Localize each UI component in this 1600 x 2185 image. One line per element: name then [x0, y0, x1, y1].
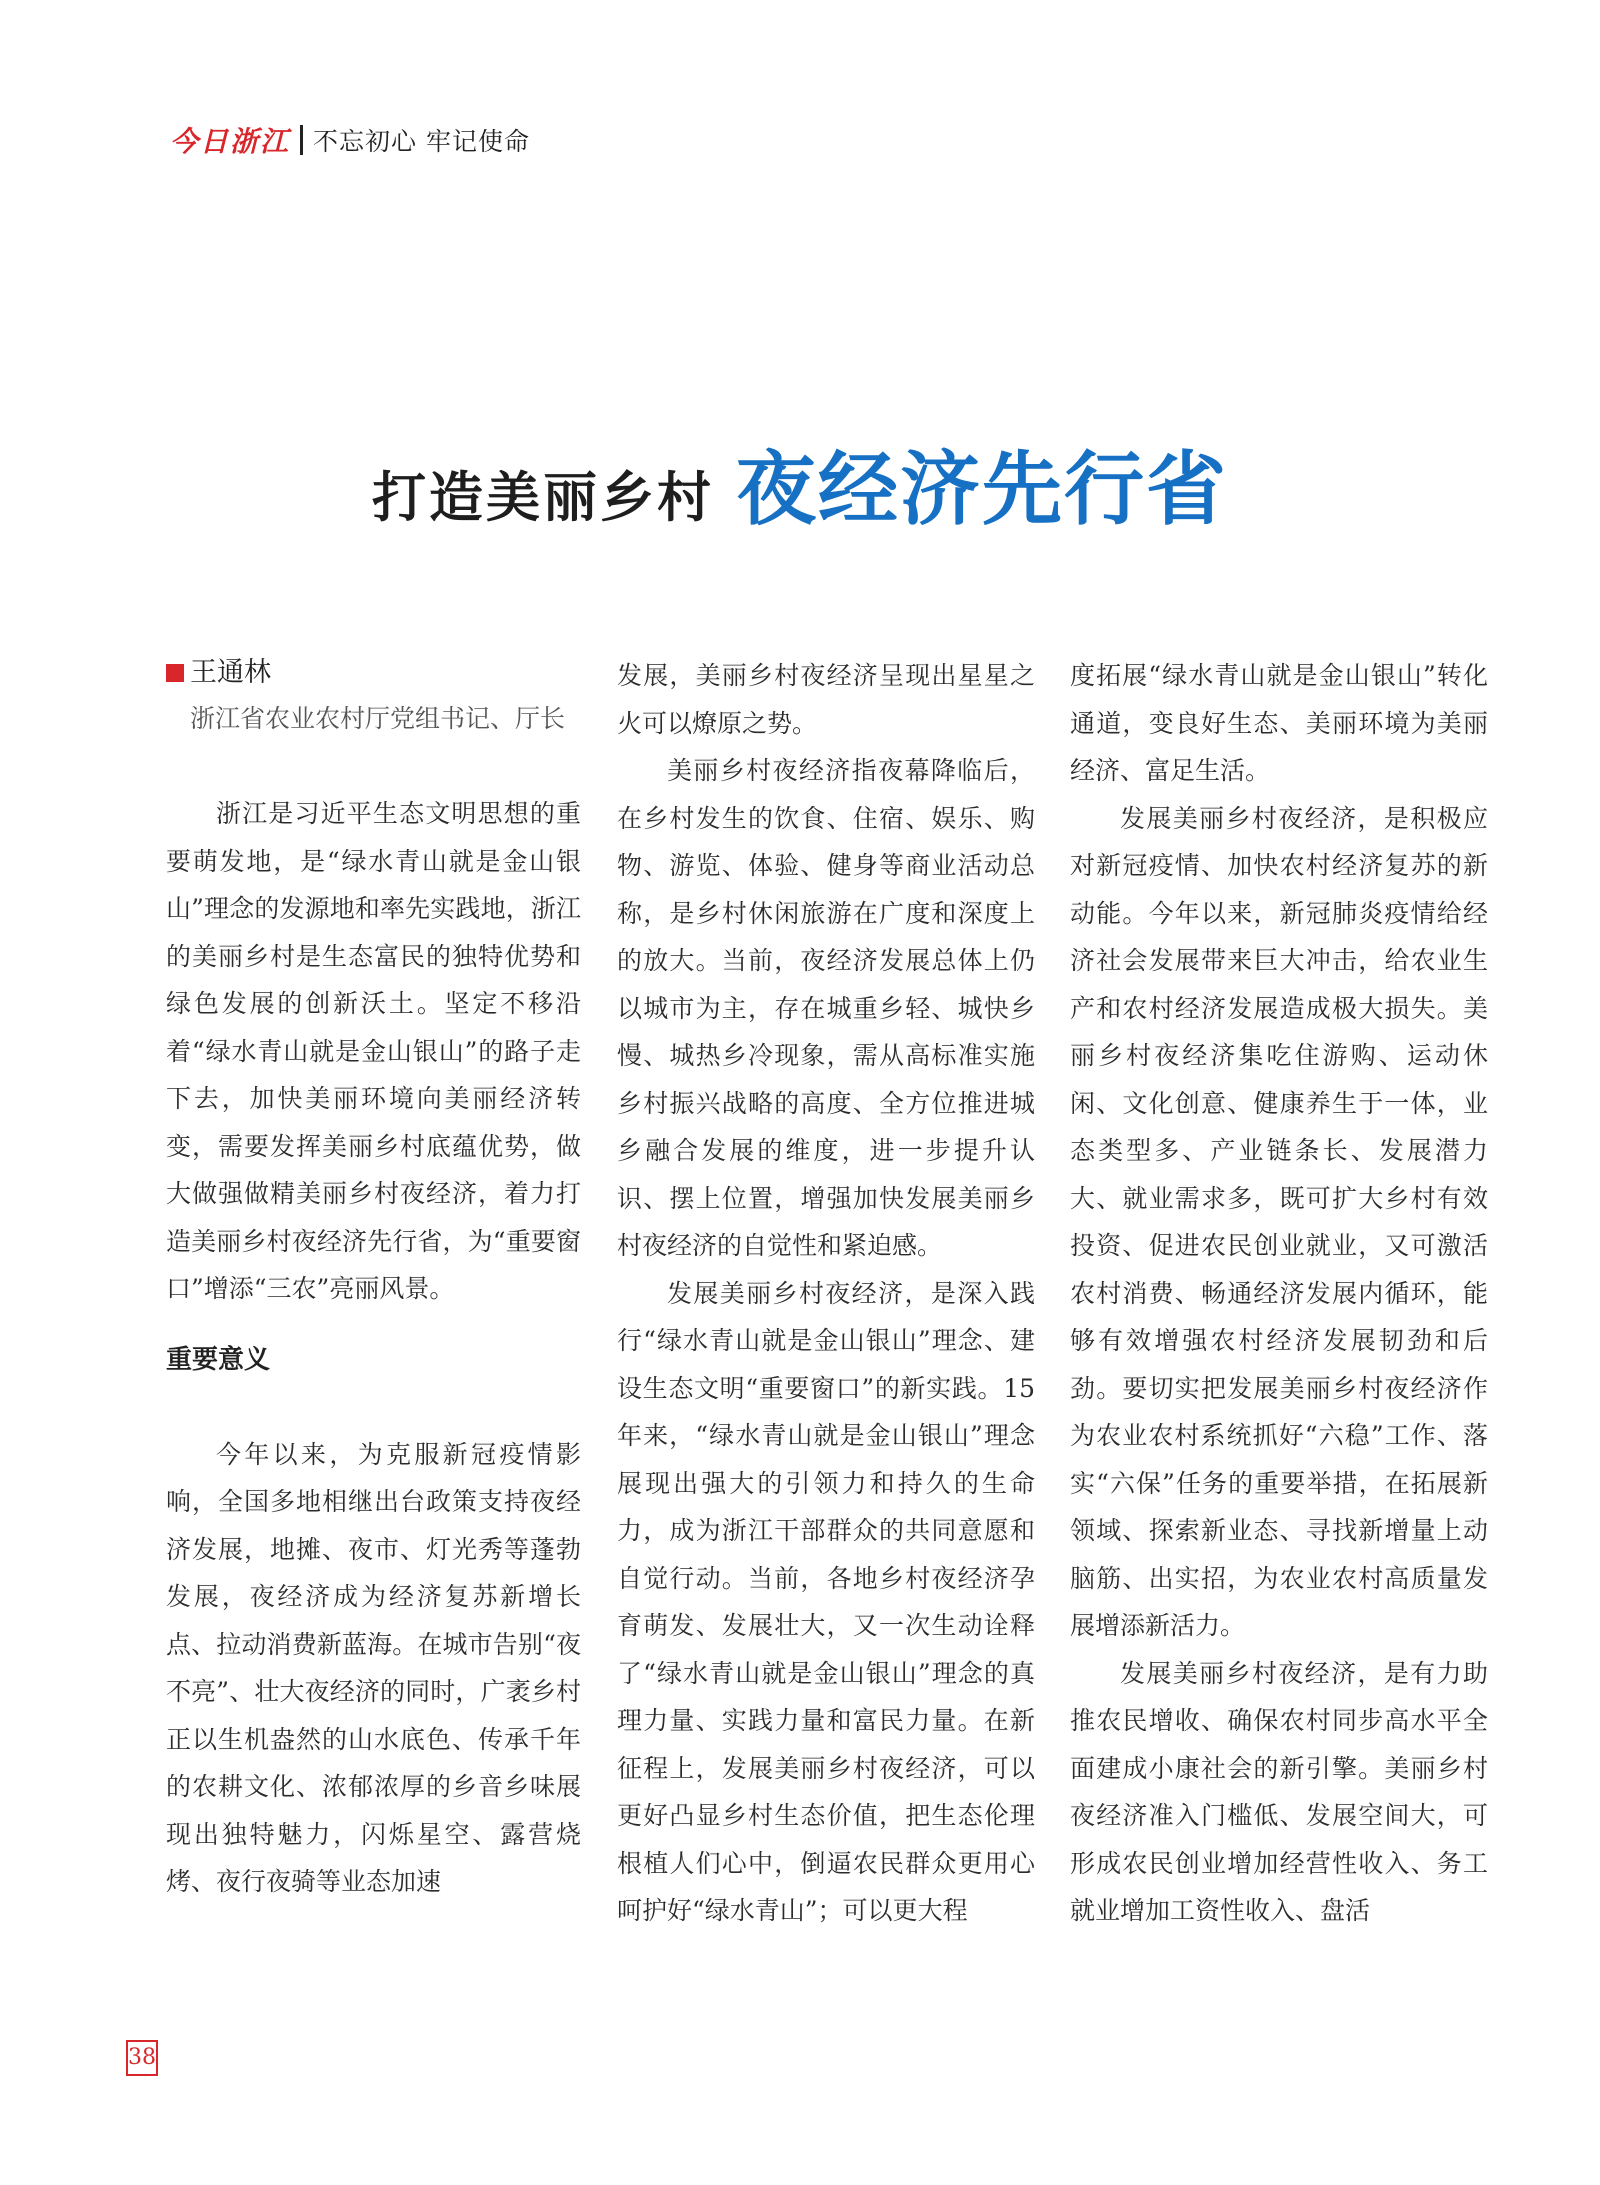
paragraph-5-lead: 发展美丽乡村夜经济，是有力助推农民增收、确保农村同步高水平全面建成小康社会的新引擎。: [1070, 1658, 1488, 1783]
paragraph-2: 美丽乡村夜经济指夜幕降临后，在乡村发生的饮食、住宿、娱乐、购物、游览、体验、健身等商业活动总称，是乡村休闲旅游在广度和深度上的放大。当前，夜经济发展总体上仍以城市为主，存在城重乡轻、城快乡慢、城热乡冷现象，需从高标准实施乡村振兴战略的高度、全方位推进城乡融合发展的维度，进一步提升认识、摆上位置，增强加快发展美丽乡村夜经济的自觉性和紧迫感。: [617, 756, 1035, 1260]
page-header: [170, 122, 530, 158]
column-2: [617, 652, 1035, 1935]
paragraph-5-body: 美丽乡村夜经济准入门槛低、发展空间大，可形成农民创业增加经营性收入、务工就业增加工资性收入、盘活: [1070, 1753, 1488, 1925]
intro-paragraph: 浙江是习近平生态文明思想的重要萌发地，是“绿水青山就是金山银山”理念的发源地和率先实践地，浙江的美丽乡村是生态富民的独特优势和绿色发展的创新沃土。坚定不移沿着“绿水青山就是金山银山”的路子走下去，加快美丽环境向美丽经济转变，需要发挥美丽乡村底蕴优势，做大做强做精美丽乡村夜经济，着力打造美丽乡村夜经济先行省，为“重要窗口”增添“三农”亮丽风景。: [166, 799, 581, 1303]
page-number: 38: [126, 2040, 158, 2076]
column-3: [1070, 652, 1488, 1935]
author-name-text: 王通林: [190, 657, 271, 689]
paragraph-3-continued: 度拓展“绿水青山就是金山银山”转化通道，变良好生态、美丽环境为美丽经济、富足生活。: [1070, 661, 1488, 785]
article-title: [0, 425, 1600, 540]
section-heading: 重要意义: [166, 1344, 271, 1375]
paragraph-3-body: 15年来，“绿水青山就是金山银山”理念展现出强大的引领力和持久的生命力，成为浙江干部群众的共同意愿和自觉行动。当前，各地乡村夜经济孕育萌发、发展壮大，又一次生动诠释了“绿水青山就是金山银山”理念的真理力量、实践力量和富民力量。在新征程上，发展美丽乡村夜经济，可以更好凸显乡村生态价值，把生态伦理根植人们心中，倒逼农民群众更用心呵护好“绿水青山”；可以更大程: [617, 1373, 1035, 1925]
column-1: [166, 652, 581, 1906]
author-marker-icon: [166, 664, 184, 682]
paragraph-1-continued: 发展，美丽乡村夜经济呈现出星星之火可以燎原之势。: [617, 661, 1035, 738]
header-slogan: 不忘初心 牢记使命: [313, 127, 530, 156]
title-part-1: 打造美丽乡村: [372, 465, 714, 529]
title-part-2: 夜经济先行省: [736, 443, 1228, 536]
paragraph-4-lead: 发展美丽乡村夜经济，是积极应对新冠疫情、加快农村经济复苏的新动能。: [1070, 803, 1488, 928]
paragraph-1: 今年以来，为克服新冠疫情影响，全国多地相继出台政策支持夜经济发展，地摊、夜市、灯光秀等蓬勃发展，夜经济成为经济复苏新增长点、拉动消费新蓝海。在城市告别“夜不亮”、壮大夜经济的同时，广袤乡村正以生机盎然的山水底色、传承千年的农耕文化、浓郁浓厚的乡音乡味展现出独特魅力，闪烁星空、露营烧烤、夜行夜骑等业态加速: [166, 1439, 581, 1896]
magazine-logo: 今日浙江: [170, 125, 291, 158]
author-name: [166, 652, 581, 694]
paragraph-3-lead: 发展美丽乡村夜经济，是深入践行“绿水青山就是金山银山”理念、建设生态文明“重要窗口”的新实践。: [617, 1278, 1035, 1403]
author-affiliation: 浙江省农业农村厅党组书记、厅长: [190, 704, 566, 733]
header-divider: [300, 125, 303, 155]
paragraph-4-body: 今年以来，新冠肺炎疫情给经济社会发展带来巨大冲击，给农业生产和农村经济发展造成极大损失。美丽乡村夜经济集吃住游购、运动休闲、文化创意、健康养生于一体，业态类型多、产业链条长、发展潜力大、就业需求多，既可扩大乡村有效投资、促进农民创业就业，又可激活农村消费、畅通经济发展内循环，能够有效增强农村经济发展韧劲和后劲。要切实把发展美丽乡村夜经济作为农业农村系统抓好“六稳”工作、落实“六保”任务的重要举措，在拓展新领域、探索新业态、寻找新增量上动脑筋、出实招，为农业农村高质量发展增添新活力。: [1070, 898, 1488, 1640]
